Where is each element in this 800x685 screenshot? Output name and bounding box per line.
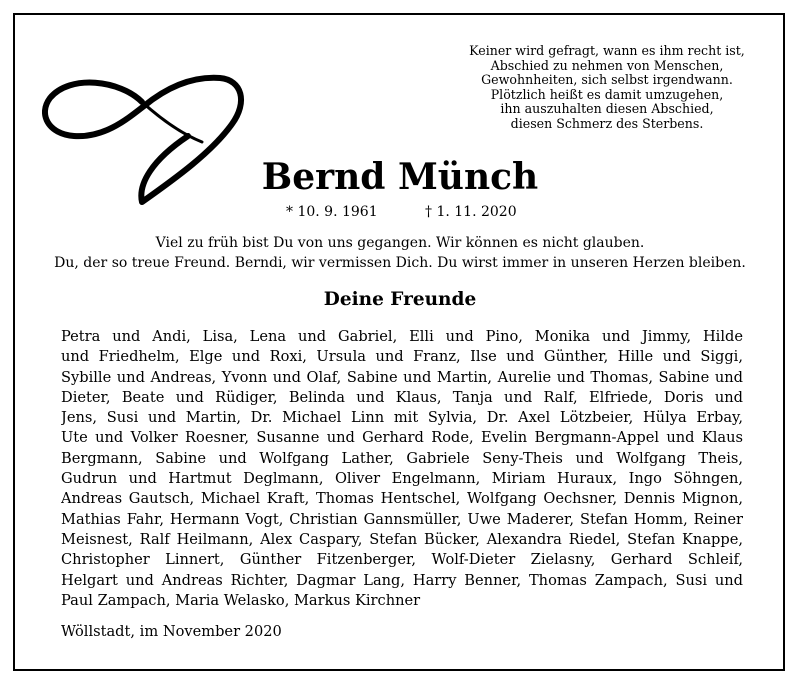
intro-line: Viel zu früh bist Du von uns gegangen. Wir können es nicht glauben. [155,235,645,251]
friends-line: Mathias Fahr, Hermann Vogt, Christian Gannsmüller, Uwe Maderer, Stefan Homm, Reiner [61,510,743,528]
intro-line: Du, der so treue Freund. Berndi, wir vermissen Dich. Du wirst immer in unseren Herzen bleiben. [54,255,746,271]
friends-line: und Friedhelm, Elge und Roxi, Ursula und Franz, Ilse und Günther, Hille und Siggi, [61,348,743,366]
poem-line: Gewohnheiten, sich selbst irgendwann. [481,72,733,88]
friends-line: Andreas Gautsch, Michael Kraft, Thomas Hentschel, Wolfgang Oechsner, Dennis Mignon, [61,490,743,508]
friends-line: Bergmann, Sabine und Wolfgang Lather, Gabriele Seny-Theis und Wolfgang Theis, [61,449,743,467]
intro-text [0,233,800,273]
friends-list [61,327,743,611]
poem-line: Plötzlich heißt es damit umzugehen, [490,86,724,102]
friends-line: Gudrun und Hartmut Deglmann, Oliver Engelmann, Miriam Huraux, Ingo Söhngen, [61,470,743,488]
friends-line: Ute und Volker Roesner, Susanne und Gerhard Rode, Evelin Bergmann-Appel und Klaus [61,429,743,447]
poem [456,44,758,132]
friends-line: Dieter, Beate und Rüdiger, Belinda und Klaus, Tanja und Ralf, Elfriede, Doris und [61,388,743,406]
friends-line: Sybille und Andreas, Yvonn und Olaf, Sabine und Martin, Aurelie und Thomas, Sabine und [61,368,743,386]
poem-line: diesen Schmerz des Sterbens. [510,115,704,131]
poem-line: ihn auszuhalten diesen Abschied, [500,101,714,117]
birth-date: * 10. 9. 1961 [286,204,378,220]
poem-line: Abschied zu nehmen von Menschen, [490,57,724,73]
death-date: † 1. 11. 2020 [425,204,517,220]
deceased-name: Bernd Münch [261,156,539,198]
friends-line: Helgart und Andreas Richter, Dagmar Lang, Harry Benner, Thomas Zampach, Susi und [61,571,743,589]
friends-heading: Deine Freunde [323,289,477,310]
friends-line: Christopher Linnert, Günther Fitzenberger, Wolf-Dieter Zielasny, Gerhard Schleif, [61,551,743,569]
place-date: Wöllstadt, im November 2020 [61,623,282,640]
friends-line: Meisnest, Ralf Heilmann, Alex Caspary, Stefan Bücker, Alexandra Riedel, Stefan Knappe, [61,530,743,548]
friends-line: Jens, Susi und Martin, Dr. Michael Linn mit Sylvia, Dr. Axel Lötzbeier, Hülya Erbay, [61,409,743,427]
friends-line: Petra und Andi, Lisa, Lena und Gabriel, Elli und Pino, Monika und Jimmy, Hilde [61,328,743,345]
friends-line: Paul Zampach, Maria Welasko, Markus Kirchner [61,591,421,609]
poem-line: Keiner wird gefragt, wann es ihm recht ist, [469,43,745,58]
